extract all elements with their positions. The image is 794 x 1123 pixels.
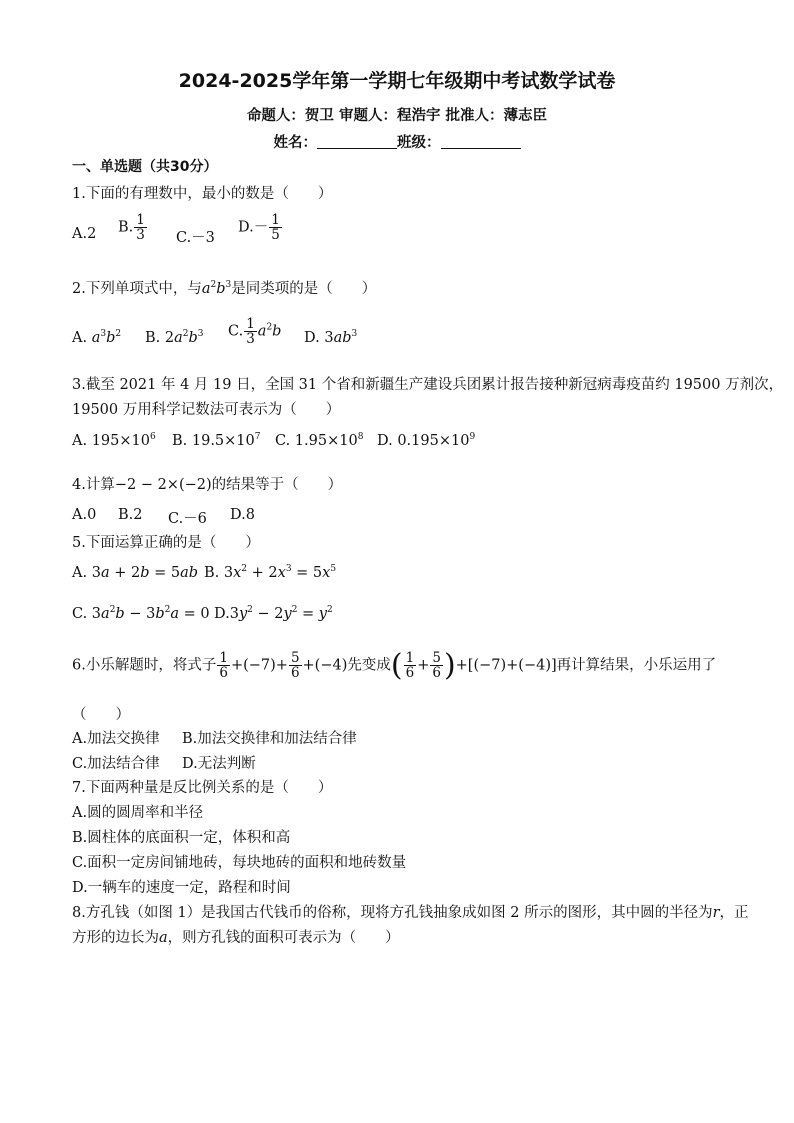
q1-option-b [118,213,148,242]
question-3-line-1: 3.截至 2021 年 4 月 19 日，全国 31 个省和新疆生产建设兵团累计报告接种新冠病毒疫苗约 19500 万剂次， [72,377,784,393]
q6-stem-mid: 先变成 [347,657,391,674]
q7-option-b: B.圆柱体的底面积一定，体积和高 [72,830,291,846]
q5-option-d: $D.3y^2 - 2y^2 = y^2$ [214,605,333,622]
q6-option-d: D.无法判断 [182,756,256,772]
question-4-stem [72,473,734,494]
q2-stem-pre: 2.下列单项式中，与 [72,281,202,297]
q7-option-c: C.面积一定房间铺地砖，每块地砖的面积和地砖数量 [72,855,407,871]
class-blank[interactable] [441,134,521,149]
q8-line1-post: ，正 [719,905,749,921]
question-3-line-2: 19500 万用科学记数法可表示为（ ） [72,402,341,418]
q3-option-a-label: A. 195×10 [72,433,150,449]
class-label: 班级： [397,134,441,151]
q2-option-a-label: A. [72,330,88,346]
q2-option-a: A. $a^3b^2$ [72,329,122,346]
q2-option-b-label: B. [145,330,161,346]
q8-line2-pre: 方形的边长为 [72,930,159,946]
q5-option-c: C. $3a^2b - 3b^2a = 0$ [72,605,210,622]
q8-line1-pre: 8.方孔钱（如图 1）是我国古代钱币的俗称，现将方孔钱抽象成如图 2 所示的图形，其中圆的半径为 [72,905,713,921]
q7-option-a: A.圆的圆周率和半径 [72,805,204,821]
exam-title: 2024-2025学年第一学期七年级期中考试数学试卷 [178,70,616,92]
q3-option-c-label: C. 1.95×10 [275,433,358,449]
question-6-stem: 6.小乐解题时，将式子 $\frac{1}{6}$ +(−7)+ $\frac{5}{6}$ +(−4)先变成( $\frac{1}{6}$ + $\frac{5}{6}$ )+[(−7)+(−4)]再计算结果，小乐运用了 [72,648,717,683]
q5-option-c-label: C. [72,606,88,622]
question-7-stem: 7.下面两种量是反比例关系的是（ ） [72,780,333,796]
q1-option-a: A.2 [72,226,97,242]
q2-option-b: B. $2a^2b^3$ [145,329,204,346]
q5-option-a: A. 3a + 2b = 5ab [72,565,199,581]
q2-option-c-label: C. [228,323,244,340]
q6-option-a: A.加法交换律 [72,731,160,747]
q4-option-b: B.2 [118,507,143,523]
fraction: $\frac{1}{6}$ [219,649,228,681]
fraction: $\frac{5}{6}$ [290,649,300,681]
q4-option-d: D.8 [230,507,255,523]
section-heading: 一、单选题（共30分） [72,159,218,175]
q6-stem-post: 再计算结果，小乐运用了 [556,657,717,674]
q2-option-c: C. $\frac{1}{3}$ $a^2b$ [228,316,282,348]
q4-expression: −2 − 2×(−2) [114,477,212,493]
q3-option-b-label: B. 19.5×10 [172,433,255,449]
q5-option-b-label: B. [204,565,220,581]
q3-option-d-label: D. 0.195×10 [377,433,470,449]
student-info-line [0,131,794,152]
fraction: $\frac{5}{6}$ [432,649,441,681]
q7-option-d: D.一辆车的速度一定，路程和时间 [72,880,291,896]
q4-stem-post: 的结果等于（ ） [211,477,343,493]
question-8-line-2: 方形的边长为a，则方孔钱的面积可表示为（ ） [72,930,400,946]
staff-line: 命题人：贺卫 审题人：程浩宇 批准人：薄志臣 [246,107,548,124]
q5-option-b: B. $3x^2 + 2x^3 = 5x^5$ [204,564,337,581]
q1-option-b-label: B. [118,219,134,236]
q1-option-d-label: D.－ [238,219,269,236]
q6-option-c: C.加法结合律 [72,756,160,772]
q3-option-c: C. $1.95\times 10^8$ [275,432,364,449]
q4-option-c: C.－6 [168,511,207,527]
fraction: $\frac{1}{3}$ [246,316,255,348]
fraction: $\frac{1}{6}$ [405,649,415,681]
q4-option-a: A.0 [72,507,97,523]
q8-line2-post: ，则方孔钱的面积可表示为（ ） [167,930,400,946]
q6-stem-pre: 6.小乐解题时，将式子 [72,657,217,674]
question-8-line-1: 8.方孔钱（如图 1）是我国古代钱币的俗称，现将方孔钱抽象成如图 2 所示的图形，其中圆的半径为r，正 [72,905,749,921]
q6-option-b: B.加法交换律和加法结合律 [182,731,357,747]
name-label: 姓名： [273,134,317,151]
fraction: $\frac{1}{3}$ [136,212,145,244]
q5-option-d-label: D. [214,606,230,622]
q3-option-d: D. $0.195\times 10^9$ [377,432,476,449]
question-2-stem: 2.下列单项式中，与$a^2b^3$是同类项的是（ ） [72,280,377,297]
q2-option-d-label: D. [304,330,320,346]
q2-stem-post: 是同类项的是（ ） [231,281,377,297]
q6-answer-paren: （ ） [72,707,130,723]
q4-stem-pre: 4.计算 [72,477,115,493]
q1-option-c: C.－3 [176,230,215,246]
q2-option-d: D. $3ab^3$ [304,329,358,346]
question-5-stem: 5.下面运算正确的是（ ） [72,535,260,551]
fraction: $\frac{1}{5}$ [271,212,280,244]
q5-option-a-label: A. [72,565,88,581]
q3-option-a: A. $195\times 10^6$ [72,432,156,449]
name-blank[interactable] [317,134,397,149]
question-1-stem: 1.下面的有理数中，最小的数是（ ） [72,186,333,202]
q1-option-d [238,213,283,242]
q3-option-b: B. $19.5\times 10^7$ [172,432,261,449]
